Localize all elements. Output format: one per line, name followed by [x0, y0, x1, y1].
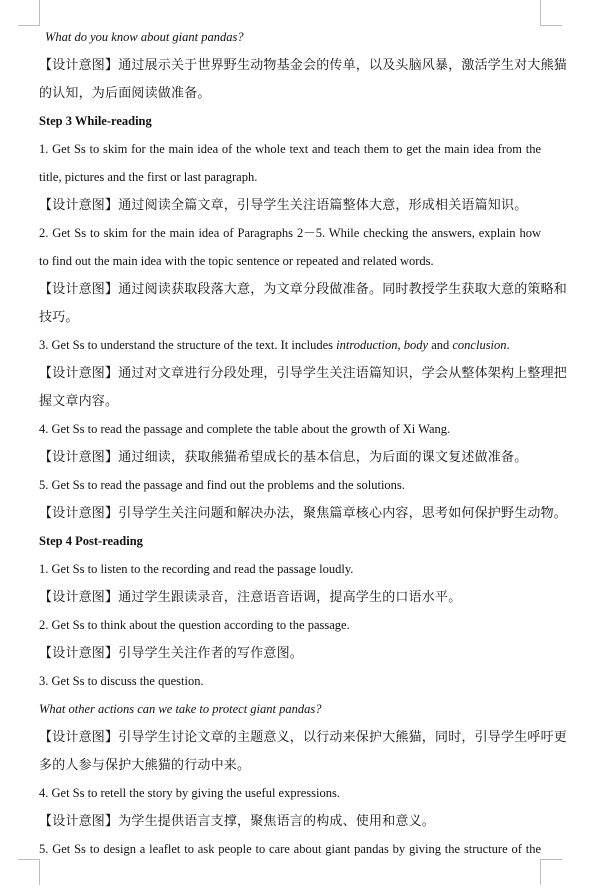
line-text: 2. Get Ss to think about the question according to the passage.: [39, 618, 350, 632]
text-line: [39, 779, 541, 807]
text-line: [39, 135, 541, 163]
line-text: 4. Get Ss to retell the story by giving the useful expressions.: [39, 786, 341, 800]
line-text: and: [428, 338, 453, 352]
text-line: [39, 555, 541, 583]
line-text: 4. Get Ss to read the passage and complete the table about the growth of Xi Wang.: [39, 422, 451, 436]
line-text: .: [506, 338, 510, 352]
design-intent-line: [39, 303, 541, 331]
line-text: 【设计意图】通过展示关于世界野生动物基金会的传单，以及头脑风暴，激活学生对大熊猫: [39, 57, 568, 72]
design-intent-line: [39, 807, 541, 835]
document-body: [39, 23, 568, 863]
line-text: 【设计意图】引导学生关注问题和解决办法，聚焦篇章核心内容，思考如何保护野生动物。: [39, 505, 568, 520]
text-line: [39, 695, 541, 723]
design-intent-line: [39, 443, 541, 471]
line-text: 【设计意图】通过对文章进行分段处理，引导学生关注语篇知识，学会从整体架构上整理把: [39, 365, 568, 380]
italic-term: body: [403, 338, 429, 352]
line-text: 3. Get Ss to understand the structure of the text. It includes: [39, 338, 337, 352]
line-text: 【设计意图】通过阅读全篇文章，引导学生关注语篇整体大意，形成相关语篇知识。: [39, 197, 528, 212]
page-corner-mark-bottom-right: [540, 859, 562, 885]
page-corner-mark-top-left: [18, 0, 40, 26]
design-intent-line: [39, 499, 568, 527]
line-text: 【设计意图】通过学生跟读录音，注意语音语调，提高学生的口语水平。: [39, 589, 462, 604]
line-text: title, pictures and the first or last paragraph.: [39, 170, 258, 184]
text-line: [39, 23, 541, 51]
text-line: [39, 219, 541, 247]
line-text: What other actions can we take to protect giant pandas?: [39, 702, 322, 716]
line-text: Step 3 While-reading: [39, 114, 152, 128]
line-text: 1. Get Ss to skim for the main idea of the whole text and teach them to get the main idea from the: [39, 142, 541, 156]
line-text: 多的人参与保护大熊猫的行动中来。: [39, 757, 251, 772]
design-intent-line: [39, 51, 568, 79]
line-text: 技巧。: [39, 309, 79, 324]
line-text: ,: [397, 338, 404, 352]
line-text: 2. Get Ss to skim for the main idea of Paragraphs 2－5. While checking the answers, explain how: [39, 226, 541, 240]
line-text: Step 4 Post-reading: [39, 534, 143, 548]
line-text: 握文章内容。: [39, 393, 119, 408]
line-text: 1. Get Ss to listen to the recording and read the passage loudly.: [39, 562, 354, 576]
text-line: [39, 331, 541, 359]
text-line: [39, 163, 541, 191]
text-line: [39, 247, 541, 275]
design-intent-line: [39, 723, 568, 751]
step-heading: [39, 107, 541, 135]
design-intent-line: [39, 275, 568, 303]
page-corner-mark-top-right: [540, 0, 562, 26]
design-intent-line: [39, 79, 541, 107]
line-text: 的认知，为后面阅读做准备。: [39, 85, 211, 100]
line-text: 【设计意图】为学生提供语言支撑，聚焦语言的构成、使用和意义。: [39, 813, 436, 828]
line-text: 5. Get Ss to design a leaflet to ask people to care about giant pandas by giving the structure of the: [39, 842, 541, 856]
design-intent-line: [39, 639, 541, 667]
line-text: 【设计意图】通过细读，获取熊猫希望成长的基本信息，为后面的课文复述做准备。: [39, 449, 528, 464]
design-intent-line: [39, 191, 541, 219]
text-line: [39, 611, 541, 639]
line-text: to find out the main idea with the topic sentence or repeated and related words.: [39, 254, 434, 268]
design-intent-line: [39, 751, 541, 779]
line-text: What do you know about giant pandas?: [45, 30, 244, 44]
page-corner-mark-bottom-left: [18, 859, 40, 885]
line-text: 【设计意图】引导学生讨论文章的主题意义，以行动来保护大熊猫，同时，引导学生呼吁更: [39, 729, 568, 744]
text-line: [39, 471, 541, 499]
line-text: 【设计意图】引导学生关注作者的写作意图。: [39, 645, 304, 660]
text-line: [39, 835, 541, 863]
design-intent-line: [39, 359, 568, 387]
text-line: [39, 415, 541, 443]
step-heading: [39, 527, 541, 555]
design-intent-line: [39, 387, 541, 415]
line-text: 5. Get Ss to read the passage and find out the problems and the solutions.: [39, 478, 405, 492]
italic-term: conclusion: [452, 338, 507, 352]
line-text: 3. Get Ss to discuss the question.: [39, 674, 204, 688]
line-text: 【设计意图】通过阅读获取段落大意，为文章分段做准备。同时教授学生获取大意的策略和: [39, 281, 568, 296]
italic-term: introduction: [336, 338, 398, 352]
text-line: [39, 667, 541, 695]
design-intent-line: [39, 583, 541, 611]
